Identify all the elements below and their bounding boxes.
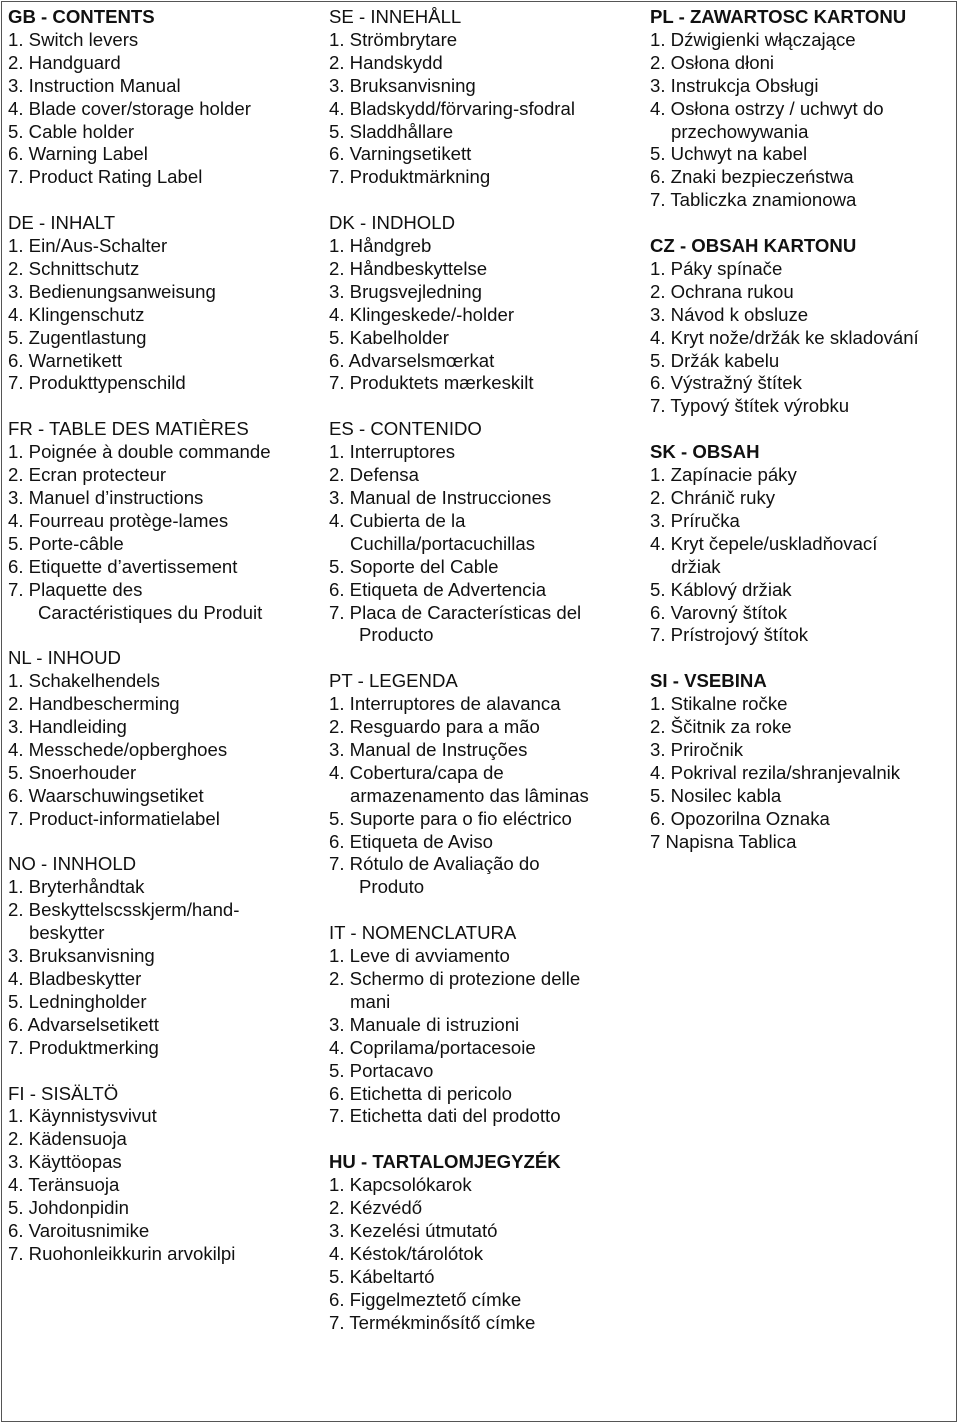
list-item (650, 98, 955, 144)
list-item (8, 899, 320, 945)
section-title: PT - LEGENDA (329, 670, 458, 692)
list-item (8, 808, 320, 831)
language-section (329, 922, 641, 1128)
language-section (8, 6, 320, 189)
list-item (8, 945, 320, 968)
list-item-text: 2. Handskydd (329, 51, 443, 73)
list-item-text: 4. Cobertura/capa de (329, 761, 504, 783)
list-item-text: 6. Etiqueta de Advertencia (329, 578, 547, 600)
list-item-text: 3. Käyttöopas (8, 1151, 122, 1173)
list-item-text: 7. Plaquette des (8, 578, 143, 600)
list-item-text: 1. Ein/Aus-Schalter (8, 235, 168, 257)
language-section (650, 235, 955, 418)
list-item (329, 372, 641, 395)
list-item (329, 143, 641, 166)
list-item (329, 739, 641, 762)
list-item-text: 2. Ščitnik za roke (650, 716, 792, 738)
list-item (8, 693, 320, 716)
section-title: DK - INDHOLD (329, 212, 456, 234)
list-item-text: 5. Portacavo (329, 1059, 434, 1081)
list-item (8, 785, 320, 808)
list-item-text: 4. Klingenschutz (8, 303, 145, 325)
list-item (329, 235, 641, 258)
list-item (329, 808, 641, 831)
list-item (8, 258, 320, 281)
list-item (650, 716, 955, 739)
list-item-text: 6. Warning Label (8, 143, 148, 165)
list-item-text: 4. Blade cover/storage holder (8, 97, 251, 119)
list-item (329, 327, 641, 350)
list-item-text: 4. Teränsuoja (8, 1174, 120, 1196)
list-item (650, 52, 955, 75)
list-item-text: 2. Chránič ruky (650, 487, 776, 508)
list-item (8, 235, 320, 258)
list-item (329, 1105, 641, 1128)
list-item-text: 5. Cable holder (8, 120, 135, 142)
list-item-text: 6. Opozorilna Oznaka (650, 807, 830, 829)
list-item-text: 7. Produktmärkning (329, 166, 491, 188)
list-item-text: 7. Produkttypenschild (8, 372, 186, 394)
list-item-text: 5. Soporte del Cable (329, 555, 499, 577)
list-item (650, 739, 955, 762)
list-item (8, 464, 320, 487)
list-item (650, 395, 955, 418)
list-item-text: 1. Zapínacie páky (650, 464, 797, 486)
section-title: DE - INHALT (8, 212, 116, 234)
language-section (8, 1083, 320, 1266)
list-item (650, 831, 955, 854)
list-item (8, 1037, 320, 1060)
list-item (8, 281, 320, 304)
language-section (329, 212, 641, 395)
list-item-text: 1. Strömbrytare (329, 28, 458, 50)
list-item-text: 2. Beskyttelscsskjerm/hand- (8, 899, 240, 921)
section-title: FI - SISÄLTÖ (8, 1082, 119, 1104)
list-item-text: 7. Typový štítek výrobku (650, 395, 850, 417)
list-item-text: 4. Kryt čepele/uskladňovací (650, 532, 878, 554)
list-item (650, 350, 955, 373)
list-item-text: 7. Tabliczka znamionowa (650, 189, 857, 211)
list-item (650, 785, 955, 808)
list-item (8, 670, 320, 693)
list-item (329, 1174, 641, 1197)
list-item-continuation: Produto (359, 876, 425, 898)
list-item (8, 29, 320, 52)
list-item (650, 258, 955, 281)
list-item (8, 762, 320, 785)
list-item (8, 739, 320, 762)
list-item (8, 968, 320, 991)
language-section (650, 441, 955, 647)
list-item-text: 2. Defensa (329, 464, 419, 486)
list-item (8, 510, 320, 533)
list-item (650, 29, 955, 52)
language-section (8, 418, 320, 624)
column-2 (329, 6, 641, 1357)
list-item-text: 4. Pokrival rezila/shranjevalnik (650, 761, 901, 783)
list-item-text: 3. Bedienungsanweisung (8, 280, 216, 302)
list-item (8, 1220, 320, 1243)
list-item-text: 6. Varningsetikett (329, 143, 472, 165)
list-item-text: 5. Johdonpidin (8, 1197, 129, 1219)
list-item (650, 487, 955, 510)
list-item-text: 7. Etichetta dati del prodotto (329, 1105, 561, 1127)
list-item-text: 2. Osłona dłoni (650, 51, 775, 73)
section-title: NO - INNHOLD (8, 853, 137, 875)
list-item (8, 52, 320, 75)
language-section (329, 670, 641, 899)
list-item (329, 29, 641, 52)
list-item-text: 6. Varovný štítok (650, 601, 788, 623)
list-item-continuation: Cuchilla/portacuchillas (350, 532, 535, 554)
list-item (8, 876, 320, 899)
list-item (329, 1220, 641, 1243)
list-item-continuation: držiak (671, 555, 721, 577)
list-item-text: 4. Bladskydd/förvaring-sfodral (329, 97, 575, 119)
list-item-continuation: armazenamento das lâminas (350, 784, 589, 806)
list-item-text: 5. Sladdhållare (329, 120, 454, 142)
list-item (329, 258, 641, 281)
language-section (8, 212, 320, 395)
list-item-text: 2. Schnittschutz (8, 257, 140, 279)
list-item (8, 98, 320, 121)
list-item-text: 3. Priročnik (650, 738, 743, 760)
list-item-text: 6. Waarschuwingsetiket (8, 784, 204, 806)
list-item-text: 7. Produktets mærkeskilt (329, 372, 534, 394)
list-item (8, 1151, 320, 1174)
list-item (329, 1197, 641, 1220)
list-item-continuation: Producto (359, 624, 434, 646)
list-item (329, 281, 641, 304)
section-title: HU - TARTALOMJEGYZÉK (329, 1151, 561, 1173)
list-item (8, 1243, 320, 1266)
list-item-text: 2. Handguard (8, 51, 121, 73)
list-item-text: 2. Handbescherming (8, 693, 180, 715)
list-item (650, 189, 955, 212)
language-section (650, 6, 955, 212)
list-item-text: 7. Rótulo de Avaliação do (329, 853, 540, 875)
list-item (650, 533, 955, 579)
list-item-text: 4. Osłona ostrzy / uchwyt do (650, 97, 884, 119)
list-item (8, 1105, 320, 1128)
list-item-text: 1. Håndgreb (329, 235, 432, 257)
list-item-text: 3. Handleiding (8, 716, 127, 738)
list-item (650, 579, 955, 602)
list-item (8, 372, 320, 395)
list-item-text: 6. Etichetta di pericolo (329, 1082, 512, 1104)
list-item-text: 3. Manual de Instrucciones (329, 487, 552, 508)
list-item (329, 1014, 641, 1037)
list-item-text: 5. Káblový držiak (650, 578, 792, 600)
list-item-text: 1. Stikalne ročke (650, 693, 788, 715)
list-item-text: 6. Znaki bezpieczeństwa (650, 166, 854, 188)
list-item (329, 853, 641, 899)
list-item (8, 556, 320, 579)
list-item-text: 3. Návod k obsluze (650, 303, 809, 325)
list-item-text: 6. Varoitusnimike (8, 1219, 150, 1241)
section-title: SI - VSEBINA (650, 670, 767, 692)
list-item-text: 5. Snoerhouder (8, 761, 137, 783)
list-item (8, 579, 320, 625)
list-item-text: 7. Ruohonleikkurin arvokilpi (8, 1242, 236, 1264)
list-item (329, 1312, 641, 1335)
section-title: PL - ZAWARTOSC KARTONU (650, 6, 907, 27)
list-item-text: 7 Napisna Tablica (650, 830, 797, 852)
list-item-text: 2. Ochrana rukou (650, 280, 794, 302)
language-section (329, 6, 641, 189)
list-item (329, 579, 641, 602)
section-title: NL - INHOUD (8, 647, 121, 669)
list-item-text: 2. Resguardo para a mão (329, 716, 540, 738)
list-item (329, 556, 641, 579)
list-item (8, 1014, 320, 1037)
list-item-text: 3. Kezelési útmutató (329, 1219, 498, 1241)
list-item (329, 945, 641, 968)
list-item-text: 4. Messchede/opberghoes (8, 738, 228, 760)
section-title: IT - NOMENCLATURA (329, 922, 517, 944)
list-item-text: 1. Interruptores (329, 441, 456, 463)
list-item-continuation: mani (350, 990, 391, 1012)
list-item-text: 6. Etiqueta de Aviso (329, 830, 494, 852)
list-item-text: 5. Kábeltartó (329, 1265, 435, 1287)
list-item (329, 1243, 641, 1266)
list-item (329, 510, 641, 556)
list-item (8, 1197, 320, 1220)
list-item-text: 3. Brugsvejledning (329, 280, 482, 302)
list-item (650, 762, 955, 785)
list-item-text: 1. Schakelhendels (8, 670, 160, 692)
list-item (650, 602, 955, 625)
list-item-text: 7. Prístrojový štítok (650, 624, 809, 646)
list-item (329, 52, 641, 75)
list-item-text: 3. Manuel d’instructions (8, 487, 204, 508)
list-item (8, 143, 320, 166)
section-title: SE - INNEHÅLL (329, 6, 462, 27)
list-item-text: 4. Késtok/tárolótok (329, 1242, 483, 1264)
list-item-text: 7. Termékminősítő címke (329, 1311, 536, 1333)
list-item-text: 6. Advarselsetikett (8, 1013, 159, 1035)
list-item-text: 1. Páky spínače (650, 257, 783, 279)
list-item (8, 121, 320, 144)
list-item-text: 2. Kädensuoja (8, 1128, 127, 1150)
list-item (8, 327, 320, 350)
list-item-text: 7. Placa de Características del (329, 601, 582, 623)
list-item (329, 441, 641, 464)
list-item-text: 5. Porte-câble (8, 532, 124, 554)
list-item-text: 1. Switch levers (8, 28, 139, 50)
column-1 (8, 6, 320, 1289)
list-item (650, 281, 955, 304)
list-item-text: 1. Poignée à double commande (8, 441, 271, 463)
list-item-text: 1. Kapcsolókarok (329, 1174, 472, 1196)
list-item (650, 808, 955, 831)
list-item-text: 5. Nosilec kabla (650, 784, 782, 806)
list-item-text: 2. Håndbeskyttelse (329, 257, 488, 279)
list-item (650, 166, 955, 189)
language-section (8, 647, 320, 830)
column-3 (650, 6, 955, 876)
list-item (329, 716, 641, 739)
list-item-text: 5. Suporte para o fio eléctrico (329, 807, 572, 829)
list-item (329, 1083, 641, 1106)
list-item-text: 4. Cubierta de la (329, 509, 466, 531)
list-item-text: 6. Etiquette d’avertissement (8, 555, 238, 577)
section-title: ES - CONTENIDO (329, 418, 482, 440)
list-item (329, 602, 641, 648)
list-item-text: 4. Fourreau protège-lames (8, 509, 229, 531)
language-section (8, 853, 320, 1059)
list-item-continuation: beskytter (29, 922, 105, 944)
section-title: SK - OBSAH (650, 441, 760, 463)
list-item (329, 487, 641, 510)
list-item (8, 533, 320, 556)
list-item (8, 1174, 320, 1197)
list-item (329, 693, 641, 716)
list-item (8, 166, 320, 189)
list-item-text: 1. Dźwigienki włączające (650, 28, 856, 50)
list-item-text: 3. Manual de Instruções (329, 738, 528, 760)
list-item-text: 6. Warnetikett (8, 349, 123, 371)
list-item (8, 75, 320, 98)
list-item-text: 6. Výstražný štítek (650, 372, 802, 394)
list-item (329, 98, 641, 121)
list-item (650, 75, 955, 98)
language-section (650, 670, 955, 853)
list-item-text: 5. Ledningholder (8, 990, 147, 1012)
list-item (329, 1266, 641, 1289)
list-item-text: 3. Bruksanvisning (329, 74, 476, 96)
list-item-text: 5. Držák kabelu (650, 349, 780, 371)
list-item (329, 121, 641, 144)
list-item (329, 1060, 641, 1083)
list-item-text: 1. Käynnistysvivut (8, 1105, 157, 1127)
section-title: CZ - OBSAH KARTONU (650, 235, 857, 257)
list-item-text: 5. Kabelholder (329, 326, 449, 348)
list-item (8, 350, 320, 373)
list-item (8, 441, 320, 464)
list-item-text: 4. Klingeskede/-holder (329, 303, 515, 325)
list-item-text: 2. Kézvédő (329, 1197, 423, 1219)
list-item-text: 1. Interruptores de alavanca (329, 693, 561, 715)
section-title: GB - CONTENTS (8, 6, 155, 27)
list-item (650, 464, 955, 487)
list-item-text: 4. Kryt nože/držák ke skladování (650, 326, 919, 348)
list-item-text: 5. Uchwyt na kabel (650, 143, 808, 165)
list-item (650, 372, 955, 395)
list-item-text: 2. Schermo di protezione delle (329, 968, 581, 989)
list-item (650, 693, 955, 716)
list-item (329, 304, 641, 327)
list-item-text: 3. Instrukcja Obsługi (650, 74, 819, 96)
list-item-text: 6. Advarselsmœrkat (329, 349, 495, 371)
list-item-text: 3. Manuale di istruzioni (329, 1013, 520, 1035)
list-item (650, 327, 955, 350)
list-item (650, 624, 955, 647)
list-item-text: 4. Bladbeskytter (8, 968, 142, 989)
list-item (8, 991, 320, 1014)
list-item (650, 143, 955, 166)
list-item-text: 3. Instruction Manual (8, 74, 181, 96)
language-section (329, 418, 641, 647)
list-item-text: 3. Bruksanvisning (8, 945, 155, 967)
list-item (329, 1037, 641, 1060)
list-item-text: 4. Coprilama/portacesoie (329, 1036, 536, 1058)
list-item (329, 968, 641, 1014)
list-item-continuation: Caractéristiques du Produit (38, 601, 263, 623)
list-item (650, 304, 955, 327)
list-item-text: 6. Figgelmeztető címke (329, 1288, 522, 1310)
list-item-text: 5. Zugentlastung (8, 326, 147, 348)
contents-page (1, 1, 957, 1422)
list-item-text: 1. Bryterhåndtak (8, 876, 145, 898)
list-item-text: 1. Leve di avviamento (329, 945, 510, 967)
list-item (329, 464, 641, 487)
list-item (8, 1128, 320, 1151)
list-item (329, 75, 641, 98)
list-item-text: 3. Príručka (650, 509, 740, 531)
list-item (8, 304, 320, 327)
list-item (329, 350, 641, 373)
list-item (329, 166, 641, 189)
list-item-text: 7. Produktmerking (8, 1036, 159, 1058)
list-item-continuation: przechowywania (671, 120, 809, 142)
list-item-text: 7. Product-informatielabel (8, 807, 220, 829)
list-item-text: 2. Ecran protecteur (8, 464, 167, 486)
list-item (8, 716, 320, 739)
language-section (329, 1151, 641, 1334)
list-item-text: 7. Product Rating Label (8, 166, 203, 188)
list-item (329, 1289, 641, 1312)
list-item (329, 762, 641, 808)
list-item (8, 487, 320, 510)
list-item (329, 831, 641, 854)
list-item (650, 510, 955, 533)
section-title: FR - TABLE DES MATIÈRES (8, 418, 249, 440)
